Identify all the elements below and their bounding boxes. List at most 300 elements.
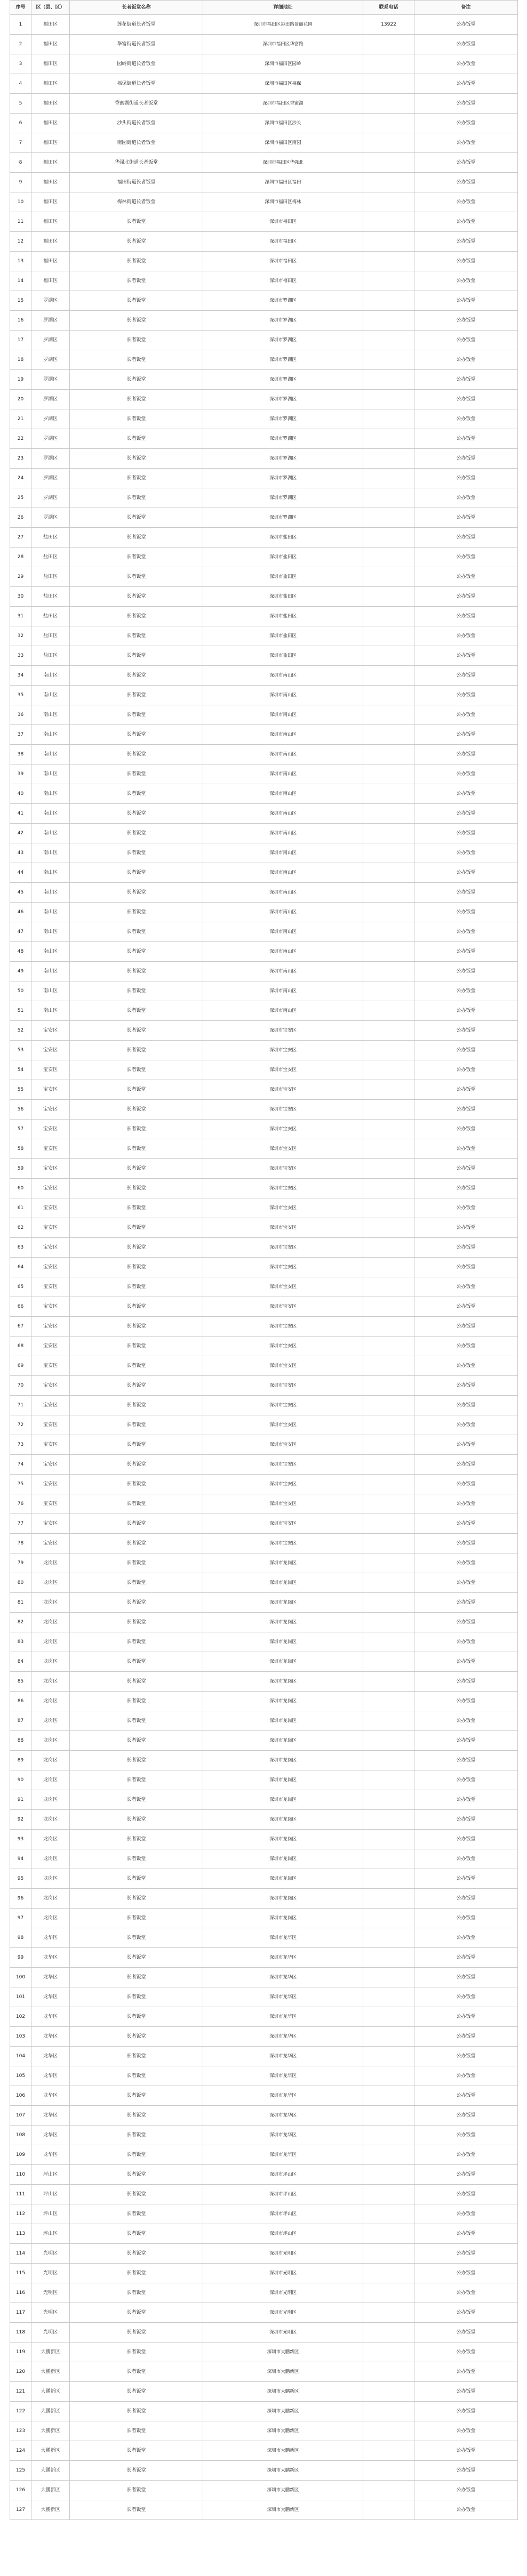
- cell-name: 园岭街道长者饭堂: [70, 54, 203, 74]
- table-row: [10, 1415, 518, 1435]
- table-row: [10, 1968, 518, 1987]
- cell-name: 长者饭堂: [70, 1238, 203, 1258]
- cell-phone: [363, 94, 414, 114]
- cell-address: 深圳市福田区: [203, 252, 363, 271]
- table-row: [10, 1001, 518, 1021]
- cell-note: 公办饭堂: [414, 1238, 518, 1258]
- cell-name: 长者饭堂: [70, 1356, 203, 1376]
- cell-phone: [363, 2362, 414, 2382]
- cell-no: 13: [10, 252, 31, 271]
- cell-phone: [363, 133, 414, 153]
- table-row: [10, 607, 518, 626]
- cell-name: 长者饭堂: [70, 548, 203, 567]
- cell-address: 深圳市龙华区: [203, 1928, 363, 1948]
- cell-address: 深圳市宝安区: [203, 1337, 363, 1356]
- cell-address: 深圳市龙岗区: [203, 1830, 363, 1849]
- table-row: [10, 252, 518, 271]
- cell-district: 宝安区: [31, 1475, 70, 1494]
- cell-no: 20: [10, 390, 31, 409]
- cell-name: 长者饭堂: [70, 1120, 203, 1139]
- cell-district: 南山区: [31, 705, 70, 725]
- table-row: [10, 429, 518, 449]
- cell-name: 长者饭堂: [70, 981, 203, 1001]
- cell-address: 深圳市南山区: [203, 705, 363, 725]
- cell-name: 华富街道长者饭堂: [70, 35, 203, 54]
- cell-district: 龙岗区: [31, 1889, 70, 1909]
- cell-note: 公办饭堂: [414, 1455, 518, 1475]
- cell-phone: [363, 1238, 414, 1258]
- cell-phone: [363, 1928, 414, 1948]
- table-row: [10, 1869, 518, 1889]
- cell-name: 长者饭堂: [70, 2264, 203, 2283]
- cell-district: 福田区: [31, 252, 70, 271]
- table-row: [10, 922, 518, 942]
- cell-note: 公办饭堂: [414, 1258, 518, 1277]
- table-row: [10, 331, 518, 350]
- cell-no: 15: [10, 291, 31, 311]
- cell-name: 长者饭堂: [70, 1139, 203, 1159]
- cell-name: 长者饭堂: [70, 1672, 203, 1692]
- table-row: [10, 666, 518, 686]
- table-row: [10, 1731, 518, 1751]
- cell-phone: [363, 784, 414, 804]
- cell-district: 罗湖区: [31, 429, 70, 449]
- cell-address: 深圳市罗湖区: [203, 390, 363, 409]
- cell-note: 公办饭堂: [414, 35, 518, 54]
- cell-phone: [363, 2303, 414, 2323]
- cell-no: 96: [10, 1889, 31, 1909]
- cell-district: 大鹏新区: [31, 2481, 70, 2500]
- cell-phone: [363, 1317, 414, 1337]
- cell-note: 公办饭堂: [414, 2106, 518, 2126]
- cell-district: 福田区: [31, 133, 70, 153]
- cell-phone: [363, 962, 414, 981]
- cell-district: 宝安区: [31, 1198, 70, 1218]
- cell-no: 38: [10, 745, 31, 764]
- cell-note: 公办饭堂: [414, 686, 518, 705]
- cell-district: 南山区: [31, 942, 70, 962]
- cell-phone: [363, 1415, 414, 1435]
- table-row: [10, 567, 518, 587]
- cell-name: 南园街道长者饭堂: [70, 133, 203, 153]
- cell-address: 深圳市龙岗区: [203, 1593, 363, 1613]
- cell-name: 长者饭堂: [70, 1494, 203, 1514]
- cell-note: 公办饭堂: [414, 350, 518, 370]
- table-row: [10, 271, 518, 291]
- cell-no: 63: [10, 1238, 31, 1258]
- cell-no: 5: [10, 94, 31, 114]
- cell-no: 109: [10, 2145, 31, 2165]
- col-header-district: 区（县、区）: [31, 1, 70, 15]
- cell-address: 深圳市罗湖区: [203, 488, 363, 508]
- cell-phone: [363, 1021, 414, 1041]
- table-row: [10, 2165, 518, 2185]
- cell-note: 公办饭堂: [414, 1534, 518, 1553]
- table-body: [10, 15, 518, 2520]
- cell-district: 大鹏新区: [31, 2382, 70, 2402]
- cell-name: 长者饭堂: [70, 666, 203, 686]
- cell-address: 深圳市罗湖区: [203, 449, 363, 469]
- table-row: [10, 646, 518, 666]
- cell-district: 坪山区: [31, 2185, 70, 2204]
- cell-address: 深圳市宝安区: [203, 1060, 363, 1080]
- cell-note: 公办饭堂: [414, 94, 518, 114]
- table-row: [10, 587, 518, 607]
- cell-district: 宝安区: [31, 1041, 70, 1060]
- cell-note: 公办饭堂: [414, 2047, 518, 2066]
- cell-phone: [363, 1553, 414, 1573]
- cell-address: 深圳市宝安区: [203, 1238, 363, 1258]
- cell-address: 深圳市龙岗区: [203, 1692, 363, 1711]
- cell-phone: [363, 54, 414, 74]
- cell-phone: [363, 764, 414, 784]
- cell-phone: [363, 2145, 414, 2165]
- cell-no: 79: [10, 1553, 31, 1573]
- cell-district: 福田区: [31, 271, 70, 291]
- cell-phone: [363, 311, 414, 331]
- cell-note: 公办饭堂: [414, 1711, 518, 1731]
- table-row: [10, 469, 518, 488]
- table-row: [10, 2264, 518, 2283]
- cell-name: 长者饭堂: [70, 2441, 203, 2461]
- cell-address: 深圳市大鹏新区: [203, 2441, 363, 2461]
- table-row: [10, 488, 518, 508]
- table-row: [10, 1080, 518, 1100]
- table-row: [10, 2106, 518, 2126]
- cell-name: 长者饭堂: [70, 1317, 203, 1337]
- table-row: [10, 409, 518, 429]
- table-row: [10, 54, 518, 74]
- cell-district: 宝安区: [31, 1297, 70, 1317]
- cell-district: 罗湖区: [31, 311, 70, 331]
- cell-name: 长者饭堂: [70, 1593, 203, 1613]
- cell-name: 长者饭堂: [70, 2283, 203, 2303]
- cell-address: 深圳市宝安区: [203, 1317, 363, 1337]
- cell-address: 深圳市罗湖区: [203, 370, 363, 390]
- cell-no: 82: [10, 1613, 31, 1632]
- cell-phone: [363, 1534, 414, 1553]
- cell-no: 117: [10, 2303, 31, 2323]
- cell-name: 长者饭堂: [70, 2066, 203, 2086]
- cell-district: 宝安区: [31, 1514, 70, 1534]
- cell-address: 深圳市南山区: [203, 824, 363, 843]
- cell-note: 公办饭堂: [414, 1889, 518, 1909]
- cell-address: 深圳市南山区: [203, 843, 363, 863]
- cell-no: 106: [10, 2086, 31, 2106]
- cell-address: 深圳市盐田区: [203, 587, 363, 607]
- cell-address: 深圳市宝安区: [203, 1179, 363, 1198]
- cell-phone: [363, 1297, 414, 1317]
- cell-phone: [363, 2086, 414, 2106]
- table-row: [10, 2086, 518, 2106]
- cell-no: 107: [10, 2106, 31, 2126]
- cell-name: 长者饭堂: [70, 1790, 203, 1810]
- cell-no: 88: [10, 1731, 31, 1751]
- cell-address: 深圳市龙岗区: [203, 1553, 363, 1573]
- cell-name: 长者饭堂: [70, 942, 203, 962]
- cell-address: 深圳市罗湖区: [203, 409, 363, 429]
- table-row: [10, 173, 518, 192]
- table-row: [10, 1120, 518, 1139]
- cell-address: 深圳市龙岗区: [203, 1770, 363, 1790]
- cell-note: 公办饭堂: [414, 2303, 518, 2323]
- table-row: [10, 1751, 518, 1770]
- cell-note: 公办饭堂: [414, 548, 518, 567]
- cell-district: 南山区: [31, 745, 70, 764]
- cell-no: 7: [10, 133, 31, 153]
- cell-name: 长者饭堂: [70, 1001, 203, 1021]
- cell-district: 福田区: [31, 153, 70, 173]
- cell-phone: [363, 646, 414, 666]
- table-row: [10, 350, 518, 370]
- cell-note: 公办饭堂: [414, 1909, 518, 1928]
- table-row: [10, 1534, 518, 1553]
- table-row: [10, 1553, 518, 1573]
- cell-note: 公办饭堂: [414, 981, 518, 1001]
- table-row: [10, 1948, 518, 1968]
- table-row: [10, 1810, 518, 1830]
- table-row: [10, 1692, 518, 1711]
- table-row: [10, 2402, 518, 2421]
- table-row: [10, 1258, 518, 1277]
- cell-note: 公办饭堂: [414, 1731, 518, 1751]
- cell-name: 长者饭堂: [70, 1218, 203, 1238]
- cell-district: 南山区: [31, 804, 70, 824]
- cell-phone: [363, 232, 414, 252]
- table-row: [10, 1455, 518, 1475]
- cell-district: 福田区: [31, 15, 70, 35]
- cell-phone: [363, 567, 414, 587]
- cell-address: 深圳市罗湖区: [203, 331, 363, 350]
- cell-note: 公办饭堂: [414, 508, 518, 528]
- cell-phone: [363, 2264, 414, 2283]
- cell-phone: [363, 1711, 414, 1731]
- cell-no: 80: [10, 1573, 31, 1593]
- cell-no: 119: [10, 2342, 31, 2362]
- cell-note: 公办饭堂: [414, 922, 518, 942]
- cell-no: 83: [10, 1632, 31, 1652]
- cell-name: 长者饭堂: [70, 883, 203, 903]
- cell-name: 福保街道长者饭堂: [70, 74, 203, 94]
- cell-name: 长者饭堂: [70, 2007, 203, 2027]
- cell-no: 73: [10, 1435, 31, 1455]
- cell-district: 大鹏新区: [31, 2500, 70, 2520]
- col-header-no: 序号: [10, 1, 31, 15]
- cell-name: 长者饭堂: [70, 212, 203, 232]
- cell-district: 坪山区: [31, 2165, 70, 2185]
- cell-address: 深圳市福田区园岭: [203, 54, 363, 74]
- cell-note: 公办饭堂: [414, 1159, 518, 1179]
- table-row: [10, 1021, 518, 1041]
- cell-district: 南山区: [31, 962, 70, 981]
- cell-phone: [363, 1672, 414, 1692]
- cell-address: 深圳市福田区福田: [203, 173, 363, 192]
- cell-name: 长者饭堂: [70, 784, 203, 804]
- table-row: [10, 686, 518, 705]
- cell-district: 罗湖区: [31, 449, 70, 469]
- cell-name: 长者饭堂: [70, 2323, 203, 2342]
- cell-address: 深圳市龙岗区: [203, 1711, 363, 1731]
- cell-no: 60: [10, 1179, 31, 1198]
- cell-note: 公办饭堂: [414, 1001, 518, 1021]
- table-row: [10, 804, 518, 824]
- cell-name: 长者饭堂: [70, 1376, 203, 1396]
- cell-address: 深圳市南山区: [203, 764, 363, 784]
- cell-no: 50: [10, 981, 31, 1001]
- cell-address: 深圳市大鹏新区: [203, 2342, 363, 2362]
- cell-phone: [363, 291, 414, 311]
- table-row: [10, 962, 518, 981]
- cell-name: 长者饭堂: [70, 1632, 203, 1652]
- cell-note: 公办饭堂: [414, 1830, 518, 1849]
- cell-phone: [363, 1514, 414, 1534]
- cell-no: 74: [10, 1455, 31, 1475]
- cell-district: 龙岗区: [31, 1810, 70, 1830]
- cell-district: 光明区: [31, 2264, 70, 2283]
- cell-name: 长者饭堂: [70, 1711, 203, 1731]
- cell-address: 深圳市罗湖区: [203, 311, 363, 331]
- cell-address: 深圳市宝安区: [203, 1080, 363, 1100]
- cell-address: 深圳市南山区: [203, 903, 363, 922]
- table-row: [10, 35, 518, 54]
- cell-phone: [363, 587, 414, 607]
- cell-address: 深圳市龙华区: [203, 2027, 363, 2047]
- cell-address: 深圳市大鹏新区: [203, 2461, 363, 2481]
- cell-phone: [363, 1080, 414, 1100]
- table-row: [10, 1770, 518, 1790]
- cell-name: 长者饭堂: [70, 1041, 203, 1060]
- cell-phone: [363, 1435, 414, 1455]
- cell-district: 南山区: [31, 843, 70, 863]
- cell-note: 公办饭堂: [414, 646, 518, 666]
- table-row: [10, 370, 518, 390]
- cell-no: 58: [10, 1139, 31, 1159]
- cell-no: 101: [10, 1987, 31, 2007]
- cell-address: 深圳市光明区: [203, 2303, 363, 2323]
- cell-district: 大鹏新区: [31, 2421, 70, 2441]
- cell-no: 91: [10, 1790, 31, 1810]
- cell-district: 龙华区: [31, 2106, 70, 2126]
- cell-name: 长者饭堂: [70, 1396, 203, 1415]
- table-row: [10, 291, 518, 311]
- cell-name: 长者饭堂: [70, 1455, 203, 1475]
- cell-name: 长者饭堂: [70, 350, 203, 370]
- cell-district: 龙岗区: [31, 1711, 70, 1731]
- cell-address: 深圳市宝安区: [203, 1534, 363, 1553]
- cell-district: 福田区: [31, 74, 70, 94]
- cell-no: 123: [10, 2421, 31, 2441]
- cell-no: 8: [10, 153, 31, 173]
- cell-district: 龙岗区: [31, 1909, 70, 1928]
- cell-note: 公办饭堂: [414, 1435, 518, 1455]
- cell-district: 龙华区: [31, 2086, 70, 2106]
- cell-address: 深圳市福田区梅林: [203, 192, 363, 212]
- cell-district: 宝安区: [31, 1238, 70, 1258]
- table-row: [10, 1475, 518, 1494]
- cell-phone: [363, 35, 414, 54]
- cell-name: 长者饭堂: [70, 2165, 203, 2185]
- cell-name: 长者饭堂: [70, 2382, 203, 2402]
- cell-name: 长者饭堂: [70, 1613, 203, 1632]
- cell-address: 深圳市坪山区: [203, 2204, 363, 2224]
- cell-district: 罗湖区: [31, 488, 70, 508]
- cell-note: 公办饭堂: [414, 153, 518, 173]
- table-row: [10, 1238, 518, 1258]
- cell-no: 68: [10, 1337, 31, 1356]
- cell-name: 长者饭堂: [70, 567, 203, 587]
- cell-name: 长者饭堂: [70, 1337, 203, 1356]
- cell-phone: [363, 1179, 414, 1198]
- table-row: [10, 2224, 518, 2244]
- cell-note: 公办饭堂: [414, 587, 518, 607]
- cell-district: 福田区: [31, 114, 70, 133]
- cell-phone: [363, 1987, 414, 2007]
- cell-no: 31: [10, 607, 31, 626]
- cell-address: 深圳市罗湖区: [203, 291, 363, 311]
- table-row: [10, 1041, 518, 1060]
- table-row: [10, 1218, 518, 1238]
- cell-phone: [363, 2066, 414, 2086]
- cell-address: 深圳市南山区: [203, 1001, 363, 1021]
- cell-note: 公办饭堂: [414, 2323, 518, 2342]
- cell-district: 南山区: [31, 1001, 70, 1021]
- cell-name: 长者饭堂: [70, 232, 203, 252]
- cell-name: 长者饭堂: [70, 2086, 203, 2106]
- cell-name: 长者饭堂: [70, 1652, 203, 1672]
- cell-district: 光明区: [31, 2303, 70, 2323]
- cell-phone: [363, 1869, 414, 1889]
- cell-district: 龙华区: [31, 1928, 70, 1948]
- cell-phone: [363, 192, 414, 212]
- cell-address: 深圳市南山区: [203, 725, 363, 745]
- cell-note: 公办饭堂: [414, 1652, 518, 1672]
- cell-address: 深圳市龙岗区: [203, 1652, 363, 1672]
- cell-address: 深圳市南山区: [203, 784, 363, 804]
- cell-address: 深圳市宝安区: [203, 1435, 363, 1455]
- cell-note: 公办饭堂: [414, 54, 518, 74]
- cell-no: 87: [10, 1711, 31, 1731]
- cell-phone: [363, 883, 414, 903]
- cell-name: 长者饭堂: [70, 429, 203, 449]
- cell-note: 公办饭堂: [414, 1948, 518, 1968]
- table-row: [10, 2007, 518, 2027]
- cell-note: 公办饭堂: [414, 2086, 518, 2106]
- cell-district: 罗湖区: [31, 409, 70, 429]
- cell-note: 公办饭堂: [414, 488, 518, 508]
- cell-phone: [363, 1889, 414, 1909]
- cell-phone: [363, 745, 414, 764]
- cell-address: 深圳市宝安区: [203, 1376, 363, 1396]
- cell-note: 公办饭堂: [414, 1770, 518, 1790]
- cell-name: 长者饭堂: [70, 903, 203, 922]
- cell-phone: [363, 1100, 414, 1120]
- cell-district: 龙岗区: [31, 1770, 70, 1790]
- cell-district: 福田区: [31, 173, 70, 192]
- cell-no: 14: [10, 271, 31, 291]
- table-row: [10, 133, 518, 153]
- cell-phone: [363, 2007, 414, 2027]
- cell-no: 70: [10, 1376, 31, 1396]
- cell-note: 公办饭堂: [414, 133, 518, 153]
- cell-address: 深圳市南山区: [203, 863, 363, 883]
- cell-note: 公办饭堂: [414, 705, 518, 725]
- cell-no: 12: [10, 232, 31, 252]
- cell-note: 公办饭堂: [414, 1060, 518, 1080]
- table-row: [10, 2244, 518, 2264]
- table-row: [10, 2145, 518, 2165]
- cell-address: 深圳市宝安区: [203, 1120, 363, 1139]
- cell-note: 公办饭堂: [414, 390, 518, 409]
